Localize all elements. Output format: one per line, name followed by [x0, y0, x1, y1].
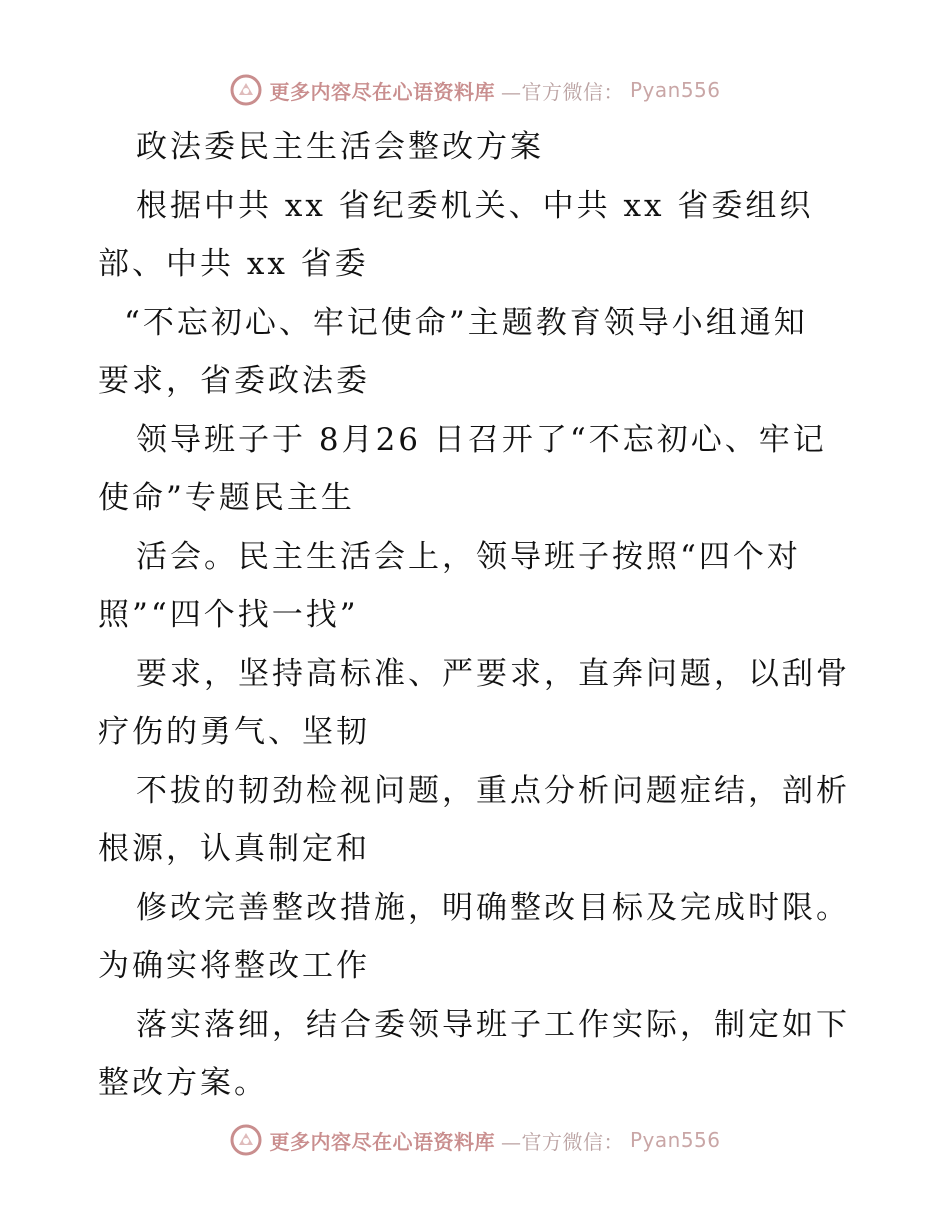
document-body [98, 118, 858, 1113]
watermark-id-text: Pyan556 [629, 1128, 721, 1152]
paragraph-line: 根源，认真制定和 [98, 831, 370, 867]
paragraph-line: 部、中共 xx 省委 [98, 246, 369, 282]
paragraph-line: 修改完善整改措施，明确整改目标及完成时限。 [136, 889, 850, 926]
watermark-main-text: 更多内容尽在心语资料库 [269, 79, 495, 104]
paragraph-line: 要求，坚持高标准、严要求，直奔问题，以刮骨 [136, 655, 850, 692]
header-watermark [0, 70, 950, 110]
seal-logo-icon [229, 1123, 263, 1157]
footer-watermark [0, 1120, 950, 1160]
paragraph-line: “不忘初心、牢记使命”主题教育领导小组通知 [124, 304, 808, 341]
watermark-sub-text: —官方微信： [500, 79, 624, 104]
document-title: 政法委民主生活会整改方案 [136, 129, 544, 165]
paragraph-line: 根据中共 xx 省纪委机关、中共 xx 省委组织 [136, 187, 814, 224]
paragraph-line: 不拔的韧劲检视问题，重点分析问题症结，剖析 [136, 772, 850, 809]
paragraph-line: 要求，省委政法委 [98, 363, 370, 399]
watermark-id-text: Pyan556 [629, 78, 721, 102]
seal-logo-icon [229, 73, 263, 107]
paragraph-line: 为确实将整改工作 [98, 948, 370, 984]
paragraph-line: 整改方案。 [98, 1065, 268, 1101]
watermark-sub-text: —官方微信： [500, 1129, 624, 1154]
watermark-main-text: 更多内容尽在心语资料库 [269, 1129, 495, 1154]
paragraph-line: 疗伤的勇气、坚韧 [98, 714, 370, 750]
paragraph-line: 使命”专题民主生 [98, 480, 355, 516]
paragraph-line: 照”“四个找一找” [98, 597, 359, 633]
paragraph-line: 领导班子于 8月26 日召开了“不忘初心、牢记 [136, 421, 827, 458]
paragraph-line: 落实落细，结合委领导班子工作实际，制定如下 [136, 1006, 850, 1043]
paragraph-line: 活会。民主生活会上，领导班子按照“四个对 [136, 538, 801, 575]
